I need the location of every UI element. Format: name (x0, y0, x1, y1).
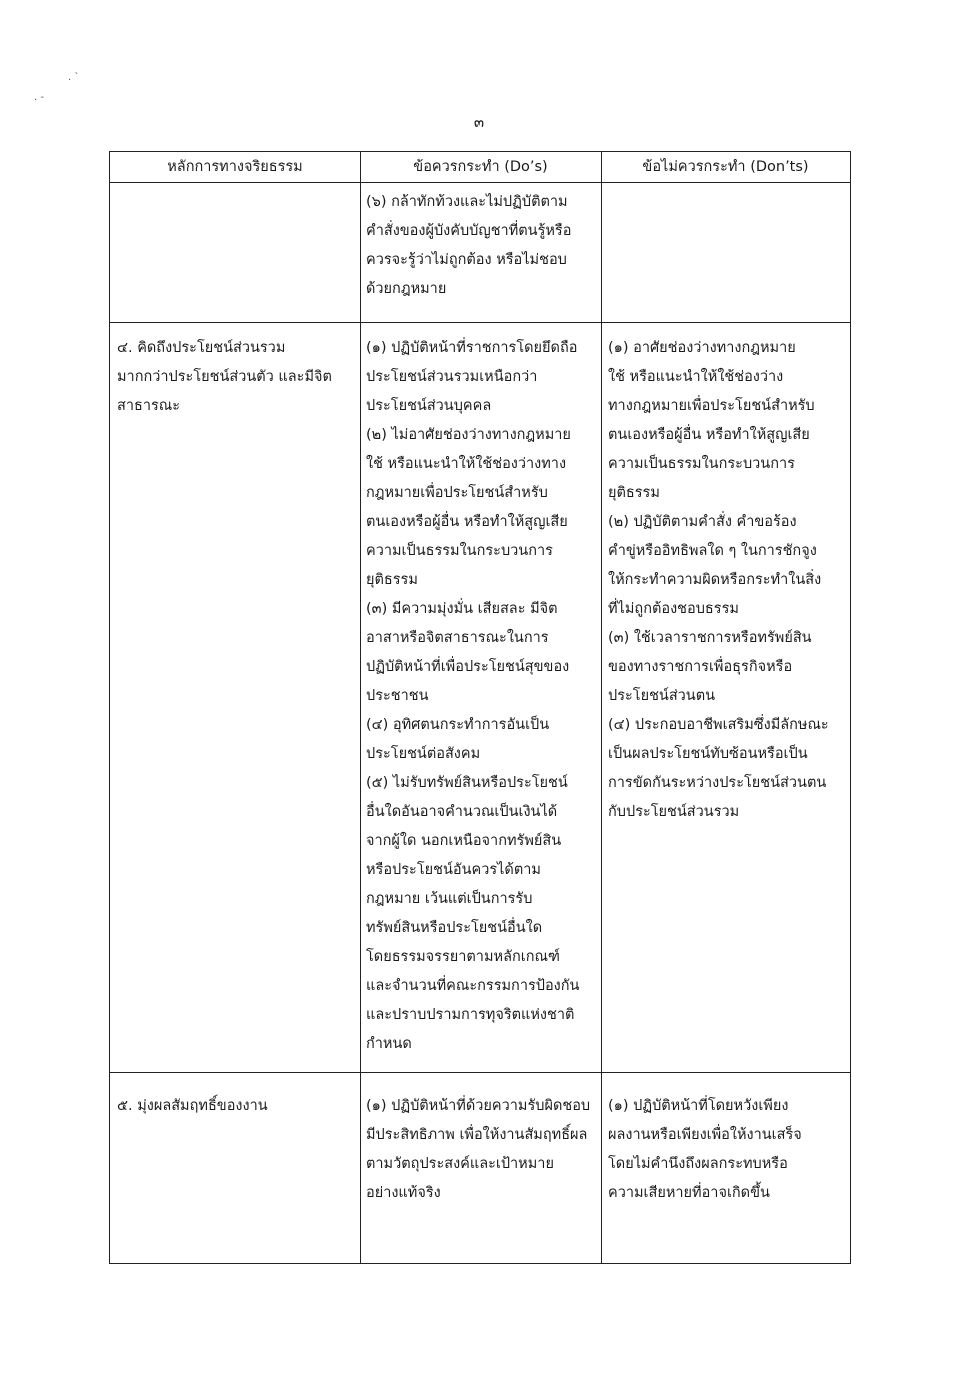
continuation-dos-cell (366, 188, 598, 304)
text-line: (๔) ประกอบอาชีพเสริมซึ่งมีลักษณะ (608, 717, 829, 733)
text-line: ๔. คิดถึงประโยชน์ส่วนรวม (117, 340, 286, 356)
row5-dos-cell (366, 1092, 598, 1208)
text-line: ทางกฎหมายเพื่อประโยชน์สำหรับ (608, 398, 815, 414)
row5-donts-cell (608, 1092, 846, 1208)
text-line: ประชาชน (366, 688, 429, 704)
text-line: (๓) มีความมุ่งมั่น เสียสละ มีจิต (366, 601, 558, 617)
row4-dos-cell (366, 334, 598, 1059)
text-line: ความเป็นธรรมในกระบวนการ (366, 543, 553, 559)
header-donts: ข้อไม่ควรกระทำ (Don’ts) (642, 159, 809, 175)
row-divider (110, 322, 850, 323)
text-line: ความเป็นธรรมในกระบวนการ (608, 456, 795, 472)
text-line: ประโยชน์ส่วนรวมเหนือกว่า (366, 369, 538, 385)
text-line: (๖) กล้าทักท้วงและไม่ปฏิบัติตาม (366, 194, 568, 210)
text-line: ผลงานหรือเพียงเพื่อให้งานเสร็จ (608, 1127, 802, 1143)
text-line: ประโยชน์ส่วนบุคคล (366, 398, 492, 414)
text-line: โดยไม่คำนึงถึงผลกระทบหรือ (608, 1156, 788, 1172)
row-divider (110, 1072, 850, 1073)
header-dos: ข้อควรกระทำ (Do’s) (413, 159, 548, 175)
text-line: (๑) ปฏิบัติหน้าที่ราชการโดยยึดถือ (366, 340, 578, 356)
text-line: (๔) อุทิศตนกระทำการอันเป็น (366, 717, 550, 733)
text-line: ใช้ หรือแนะนำให้ใช้ช่องว่าง (608, 369, 784, 385)
text-line: ประโยชน์ส่วนตน (608, 688, 716, 704)
text-line: ให้กระทำความผิดหรือกระทำในสิ่ง (608, 572, 822, 588)
text-line: การขัดกันระหว่างประโยชน์ส่วนตน (608, 775, 827, 791)
text-line: และจำนวนที่คณะกรรมการป้องกัน (366, 978, 580, 994)
page-number: ๓ (473, 113, 485, 131)
text-line: ประโยชน์ต่อสังคม (366, 746, 481, 762)
text-line: และปราบปรามการทุจริตแห่งชาติ (366, 1007, 575, 1023)
text-line: เป็นผลประโยชน์ทับซ้อนหรือเป็น (608, 746, 808, 762)
text-line: โดยธรรมจรรยาตามหลักเกณฑ์ (366, 949, 560, 965)
text-line: กฎหมายเพื่อประโยชน์สำหรับ (366, 485, 548, 501)
header-divider (110, 182, 850, 183)
text-line: ที่ไม่ถูกต้องชอบธรรม (608, 601, 739, 617)
row4-donts-cell (608, 334, 846, 827)
scan-speck: . - (34, 92, 44, 103)
text-line: อื่นใดอันอาจคำนวณเป็นเงินได้ (366, 804, 558, 820)
text-line: (๑) ปฏิบัติหน้าที่โดยหวังเพียง (608, 1098, 789, 1114)
row4-principle-cell (117, 334, 357, 421)
text-line: (๑) อาศัยช่องว่างทางกฎหมาย (608, 340, 796, 356)
text-line: ทรัพย์สินหรือประโยชน์อื่นใด (366, 920, 543, 936)
text-line: ความเสียหายที่อาจเกิดขึ้น (608, 1185, 770, 1201)
column-divider (601, 152, 602, 1263)
text-line: ปฏิบัติหน้าที่เพื่อประโยชน์สุขของ (366, 659, 570, 675)
text-line: ตนเองหรือผู้อื่น หรือทำให้สูญเสีย (608, 427, 810, 443)
scan-speck: . ` (68, 72, 80, 83)
row5-principle-cell (117, 1092, 357, 1121)
text-line: จากผู้ใด นอกเหนือจากทรัพย์สิน (366, 833, 562, 849)
text-line: ของทางราชการเพื่อธุรกิจหรือ (608, 659, 793, 675)
text-line: ตนเองหรือผู้อื่น หรือทำให้สูญเสีย (366, 514, 568, 530)
text-line: ยุติธรรม (608, 485, 660, 501)
text-line: คำสั่งของผู้บังคับบัญชาที่ตนรู้หรือ (366, 223, 572, 239)
text-line: (๒) ไม่อาศัยช่องว่างทางกฎหมาย (366, 427, 571, 443)
text-line: หรือประโยชน์อันควรได้ตาม (366, 862, 541, 878)
text-line: (๒) ปฏิบัติตามคำสั่ง คำขอร้อง (608, 514, 797, 530)
ethics-table (109, 151, 851, 1264)
text-line: ควรจะรู้ว่าไม่ถูกต้อง หรือไม่ชอบ (366, 252, 567, 268)
column-divider (360, 152, 361, 1263)
text-line: อย่างแท้จริง (366, 1185, 441, 1201)
text-line: มากกว่าประโยชน์ส่วนตัว และมีจิต (117, 369, 332, 385)
text-line: กำหนด (366, 1036, 412, 1052)
text-line: ยุติธรรม (366, 572, 418, 588)
text-line: (๑) ปฏิบัติหน้าที่ด้วยความรับผิดชอบ (366, 1098, 591, 1114)
text-line: ใช้ หรือแนะนำให้ใช้ช่องว่างทาง (366, 456, 567, 472)
text-line: (๕) ไม่รับทรัพย์สินหรือประโยชน์ (366, 775, 568, 791)
text-line: สาธารณะ (117, 398, 181, 414)
text-line: ตามวัตถุประสงค์และเป้าหมาย (366, 1156, 554, 1172)
text-line: กฎหมาย เว้นแต่เป็นการรับ (366, 891, 533, 907)
text-line: ด้วยกฎหมาย (366, 281, 447, 297)
header-principle: หลักการทางจริยธรรม (167, 159, 303, 175)
text-line: อาสาหรือจิตสาธารณะในการ (366, 630, 549, 646)
text-line: (๓) ใช้เวลาราชการหรือทรัพย์สิน (608, 630, 812, 646)
text-line: ๕. มุ่งผลสัมฤทธิ์ของงาน (117, 1098, 268, 1114)
text-line: คำขู่หรืออิทธิพลใด ๆ ในการชักจูง (608, 543, 817, 559)
text-line: กับประโยชน์ส่วนรวม (608, 804, 740, 820)
text-line: มีประสิทธิภาพ เพื่อให้งานสัมฤทธิ์ผล (366, 1127, 588, 1143)
